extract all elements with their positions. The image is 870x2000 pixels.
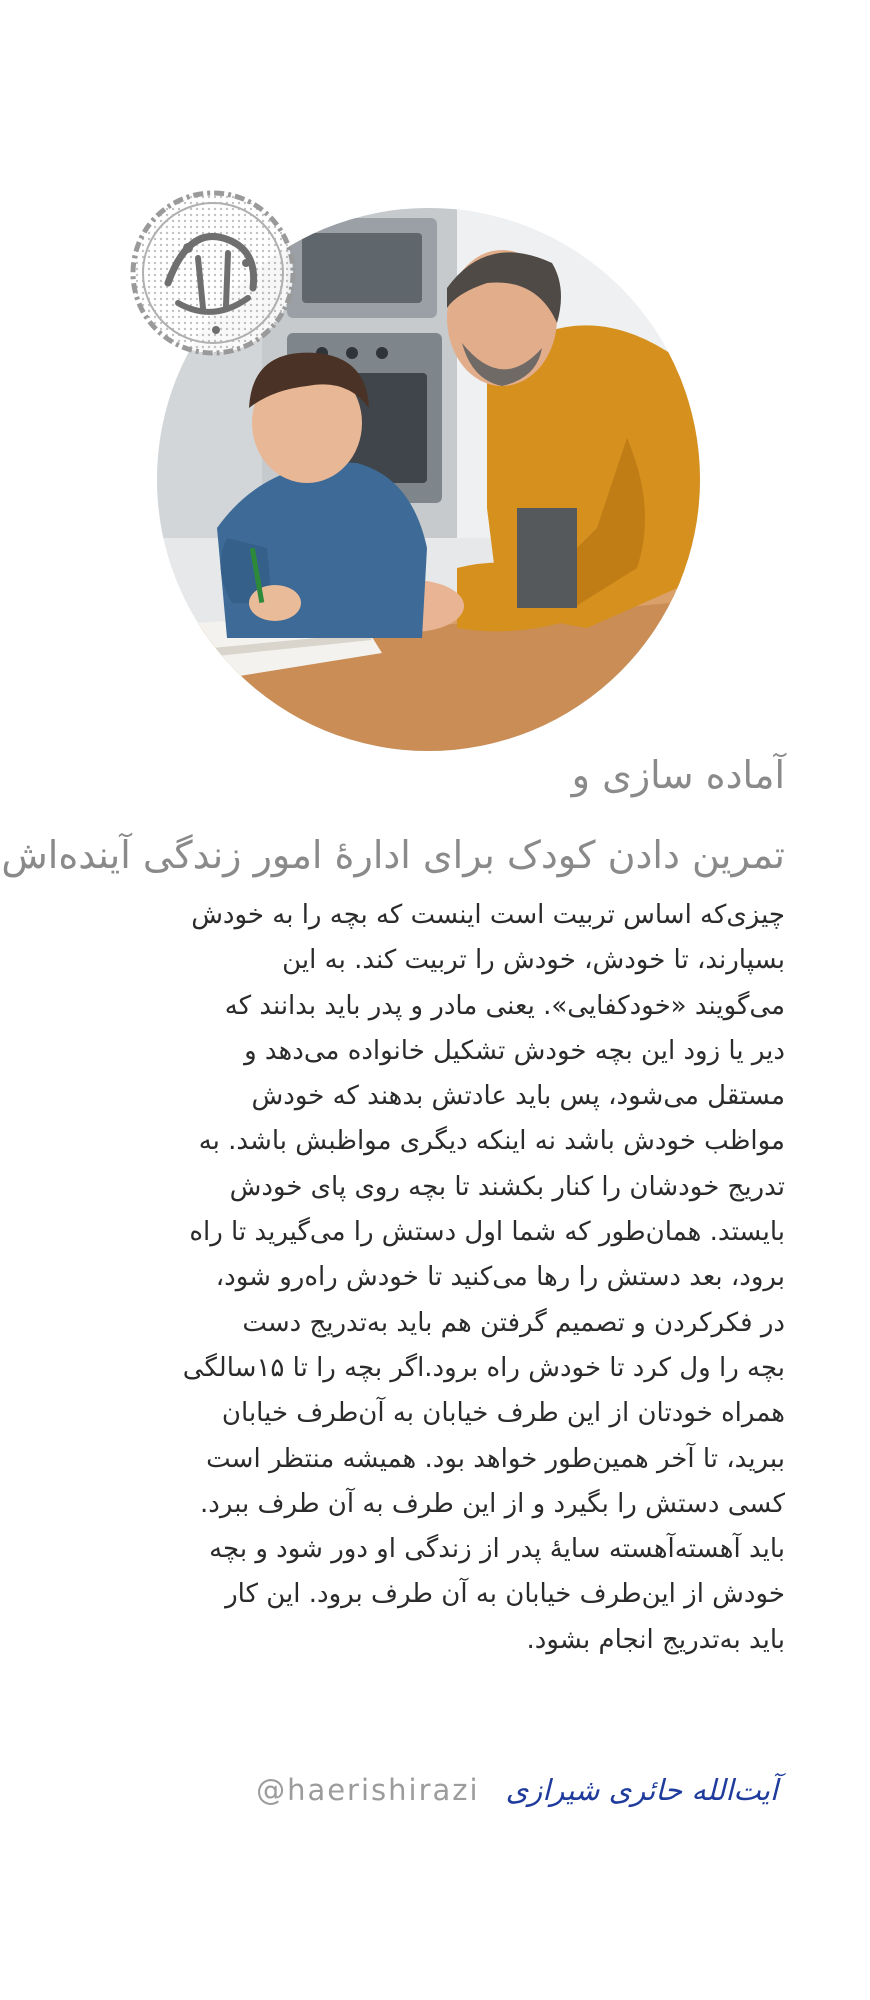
body-line: مواظب خودش باشد نه اینکه دیگری مواظبش باشد. به [198,1126,785,1157]
title-line-1: آماده سازی و [571,753,785,797]
body-line: کسی دستش را بگیرد و از این طرف به آن طرف ببرد. [200,1488,785,1519]
body-line: بسپارند، تا خودش، خودش را تربیت کند. به این [282,945,785,976]
body-line: چیزی‌که اساس تربیت است اینست که بچه را به خودش [191,900,785,930]
calligraphy-seal-icon [128,188,298,358]
body-line: مستقل می‌شود، پس باید عادتش بدهند که خودش [251,1081,785,1112]
social-handle-link[interactable]: @haerishirazi [256,1773,480,1807]
body-line: همراه خودتان از این طرف خیابان به آن‌طرف خیابان [221,1398,785,1429]
body-line: تدریج خودشان را کنار بکشند تا بچه روی پای خودش [229,1171,785,1202]
body-line: ببرید، تا آخر همین‌طور خواهد بود. همیشه منتظر است [206,1443,785,1474]
footer [256,1765,778,1815]
body-line: برود، بعد دستش را رها می‌کنید تا خودش راه‌رو شود، [215,1262,785,1293]
body-line: باید آهسته‌آهسته سایهٔ پدر از زندگی او دور شود و بچه [209,1534,785,1565]
body-line: دیر یا زود این بچه خودش تشکیل خانواده می‌دهد و [244,1035,785,1066]
title-line-2: تمرین دادن کودک برای ادارهٔ امور زندگی آینده‌اش [1,833,785,877]
body-line: خودش از این‌طرف خیابان به آن طرف برود. این کار [225,1579,785,1610]
body-line: می‌گویند «خودکفایی». یعنی مادر و پدر باید بدانند که [224,990,785,1021]
body-line: باید به‌تدریج انجام بشود. [526,1624,785,1655]
page-title [1,735,785,895]
author-signature: آیت‌الله حائری شیرازی [505,1773,778,1807]
body-line: بچه را ول کرد تا خودش راه برود.اگر بچه را تا ۱۵سالگی [182,1352,785,1383]
body-line: در فکرکردن و تصمیم گرفتن هم باید به‌تدریج دست [242,1307,785,1338]
body-line: بایستد. همان‌طور که شما اول دستش را می‌گیرید تا راه [189,1217,785,1248]
article-body [85,893,785,1663]
